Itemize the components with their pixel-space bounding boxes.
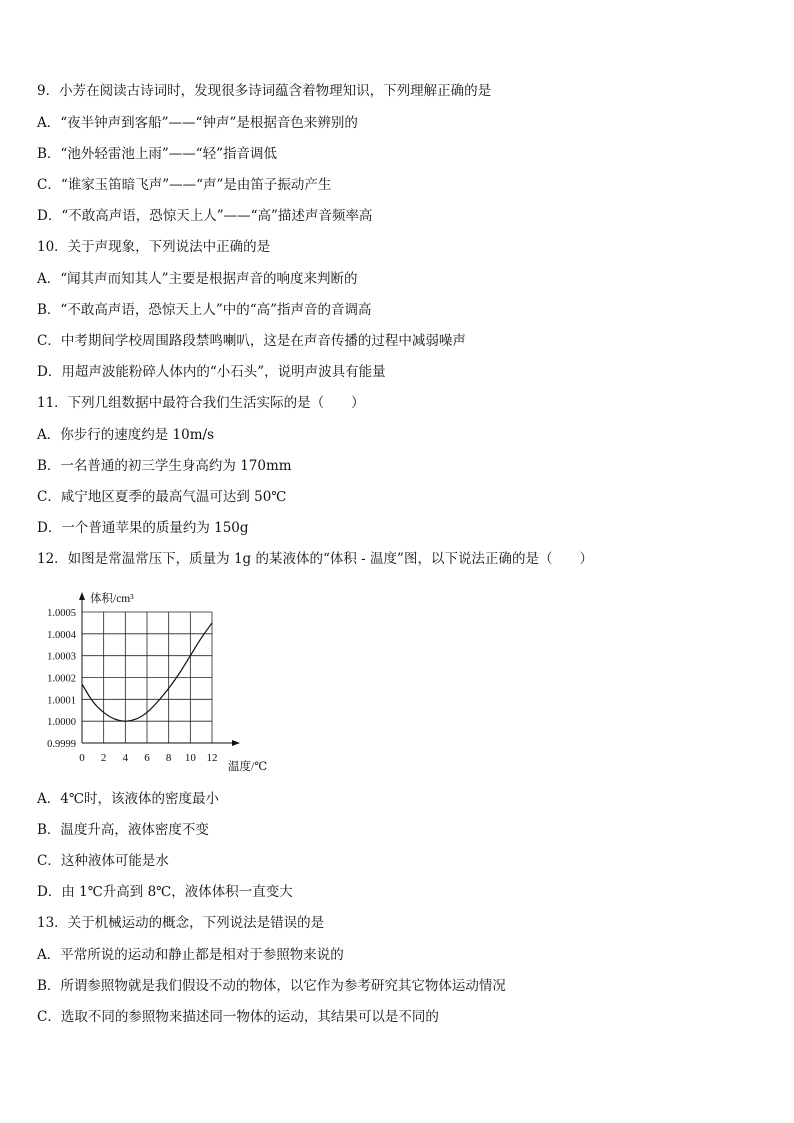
question-13-stem: 13．关于机械运动的概念，下列说法是错误的是 (37, 915, 325, 931)
question-10-stem: 10．关于声现象，下列说法中正确的是 (37, 239, 271, 255)
chart-ticks (47, 608, 217, 764)
y-tick-label: 1.0005 (47, 608, 76, 619)
question-10-option-a: A．“闻其声而知其人”主要是根据声音的响度来判断的 (37, 271, 358, 287)
x-tick-label: 6 (144, 752, 150, 764)
x-tick-label: 2 (100, 752, 107, 764)
question-11-option-b: B．一名普通的初三学生身高约为 170mm (37, 458, 292, 474)
question-13-option-a: A．平常所说的运动和静止都是相对于参照物来说的 (37, 947, 344, 963)
y-axis-arrow (79, 592, 85, 600)
question-10-option-d: D．用超声波能粉碎人体内的“小石头”，说明声波具有能量 (37, 364, 386, 380)
x-tick-label: 10 (184, 752, 196, 764)
y-tick-label: 1.0001 (47, 695, 76, 707)
chart-axes (79, 592, 240, 746)
question-12-option-a: A．4℃时，该液体的密度最小 (37, 791, 219, 807)
y-tick-label: 1.0004 (47, 629, 76, 641)
question-9-stem: 9．小芳在阅读古诗词时，发现很多诗词蕴含着物理知识，下列理解正确的是 (37, 83, 492, 99)
chart-y-axis-label: 体积/cm³ (90, 593, 134, 605)
question-12-stem: 12．如图是常温常压下，质量为 1g 的某液体的“体积 - 温度”图，以下说法正确的是（ ） (37, 551, 593, 567)
volume-temperature-chart (38, 584, 278, 774)
x-tick-label: 8 (165, 752, 172, 764)
question-10-option-c: C．中考期间学校周围路段禁鸣喇叭，这是在声音传播的过程中减弱噪声 (37, 333, 466, 349)
chart-x-axis-label: 温度/℃ (228, 761, 268, 773)
x-axis-arrow (232, 740, 240, 746)
question-13-option-c: C．选取不同的参照物来描述同一物体的运动，其结果可以是不同的 (37, 1009, 439, 1025)
question-9-option-c: C．“谁家玉笛暗飞声”——“声”是由笛子振动产生 (37, 177, 332, 193)
question-10-option-b: B．“不敢高声语，恐惊天上人”中的“高”指声音的音调高 (37, 302, 372, 318)
question-11-option-a: A．你步行的速度约是 10m/s (37, 427, 214, 443)
question-11-option-d: D．一个普通苹果的质量约为 150g (37, 520, 249, 536)
question-9-option-b: B．“池外轻雷池上雨”——“轻”指音调低 (37, 146, 278, 162)
question-9-option-d: D．“不敢高声语，恐惊天上人”——“高”描述声音频率高 (37, 208, 373, 224)
question-12-option-c: C．这种液体可能是水 (37, 853, 169, 869)
question-12-option-b: B．温度升高，液体密度不变 (37, 822, 209, 838)
y-tick-label: 1.0000 (47, 717, 76, 729)
question-12-option-d: D．由 1℃升高到 8℃，液体体积一直变大 (37, 884, 293, 900)
x-tick-label: 0 (79, 752, 85, 764)
y-tick-label: 0.9999 (47, 739, 76, 750)
chart-grid (82, 612, 212, 743)
question-13-option-b: B．所谓参照物就是我们假设不动的物体，以它作为参考研究其它物体运动情况 (37, 978, 506, 994)
question-9-option-a: A．“夜半钟声到客船”——“钟声”是根据音色来辨别的 (37, 115, 358, 131)
question-11-stem: 11．下列几组数据中最符合我们生活实际的是（ ） (37, 395, 365, 411)
y-tick-label: 1.0002 (47, 673, 76, 685)
y-tick-label: 1.0003 (47, 651, 76, 663)
x-tick-label: 12 (206, 752, 218, 764)
x-tick-label: 4 (122, 752, 129, 764)
question-11-option-c: C．咸宁地区夏季的最高气温可达到 50℃ (37, 489, 287, 505)
